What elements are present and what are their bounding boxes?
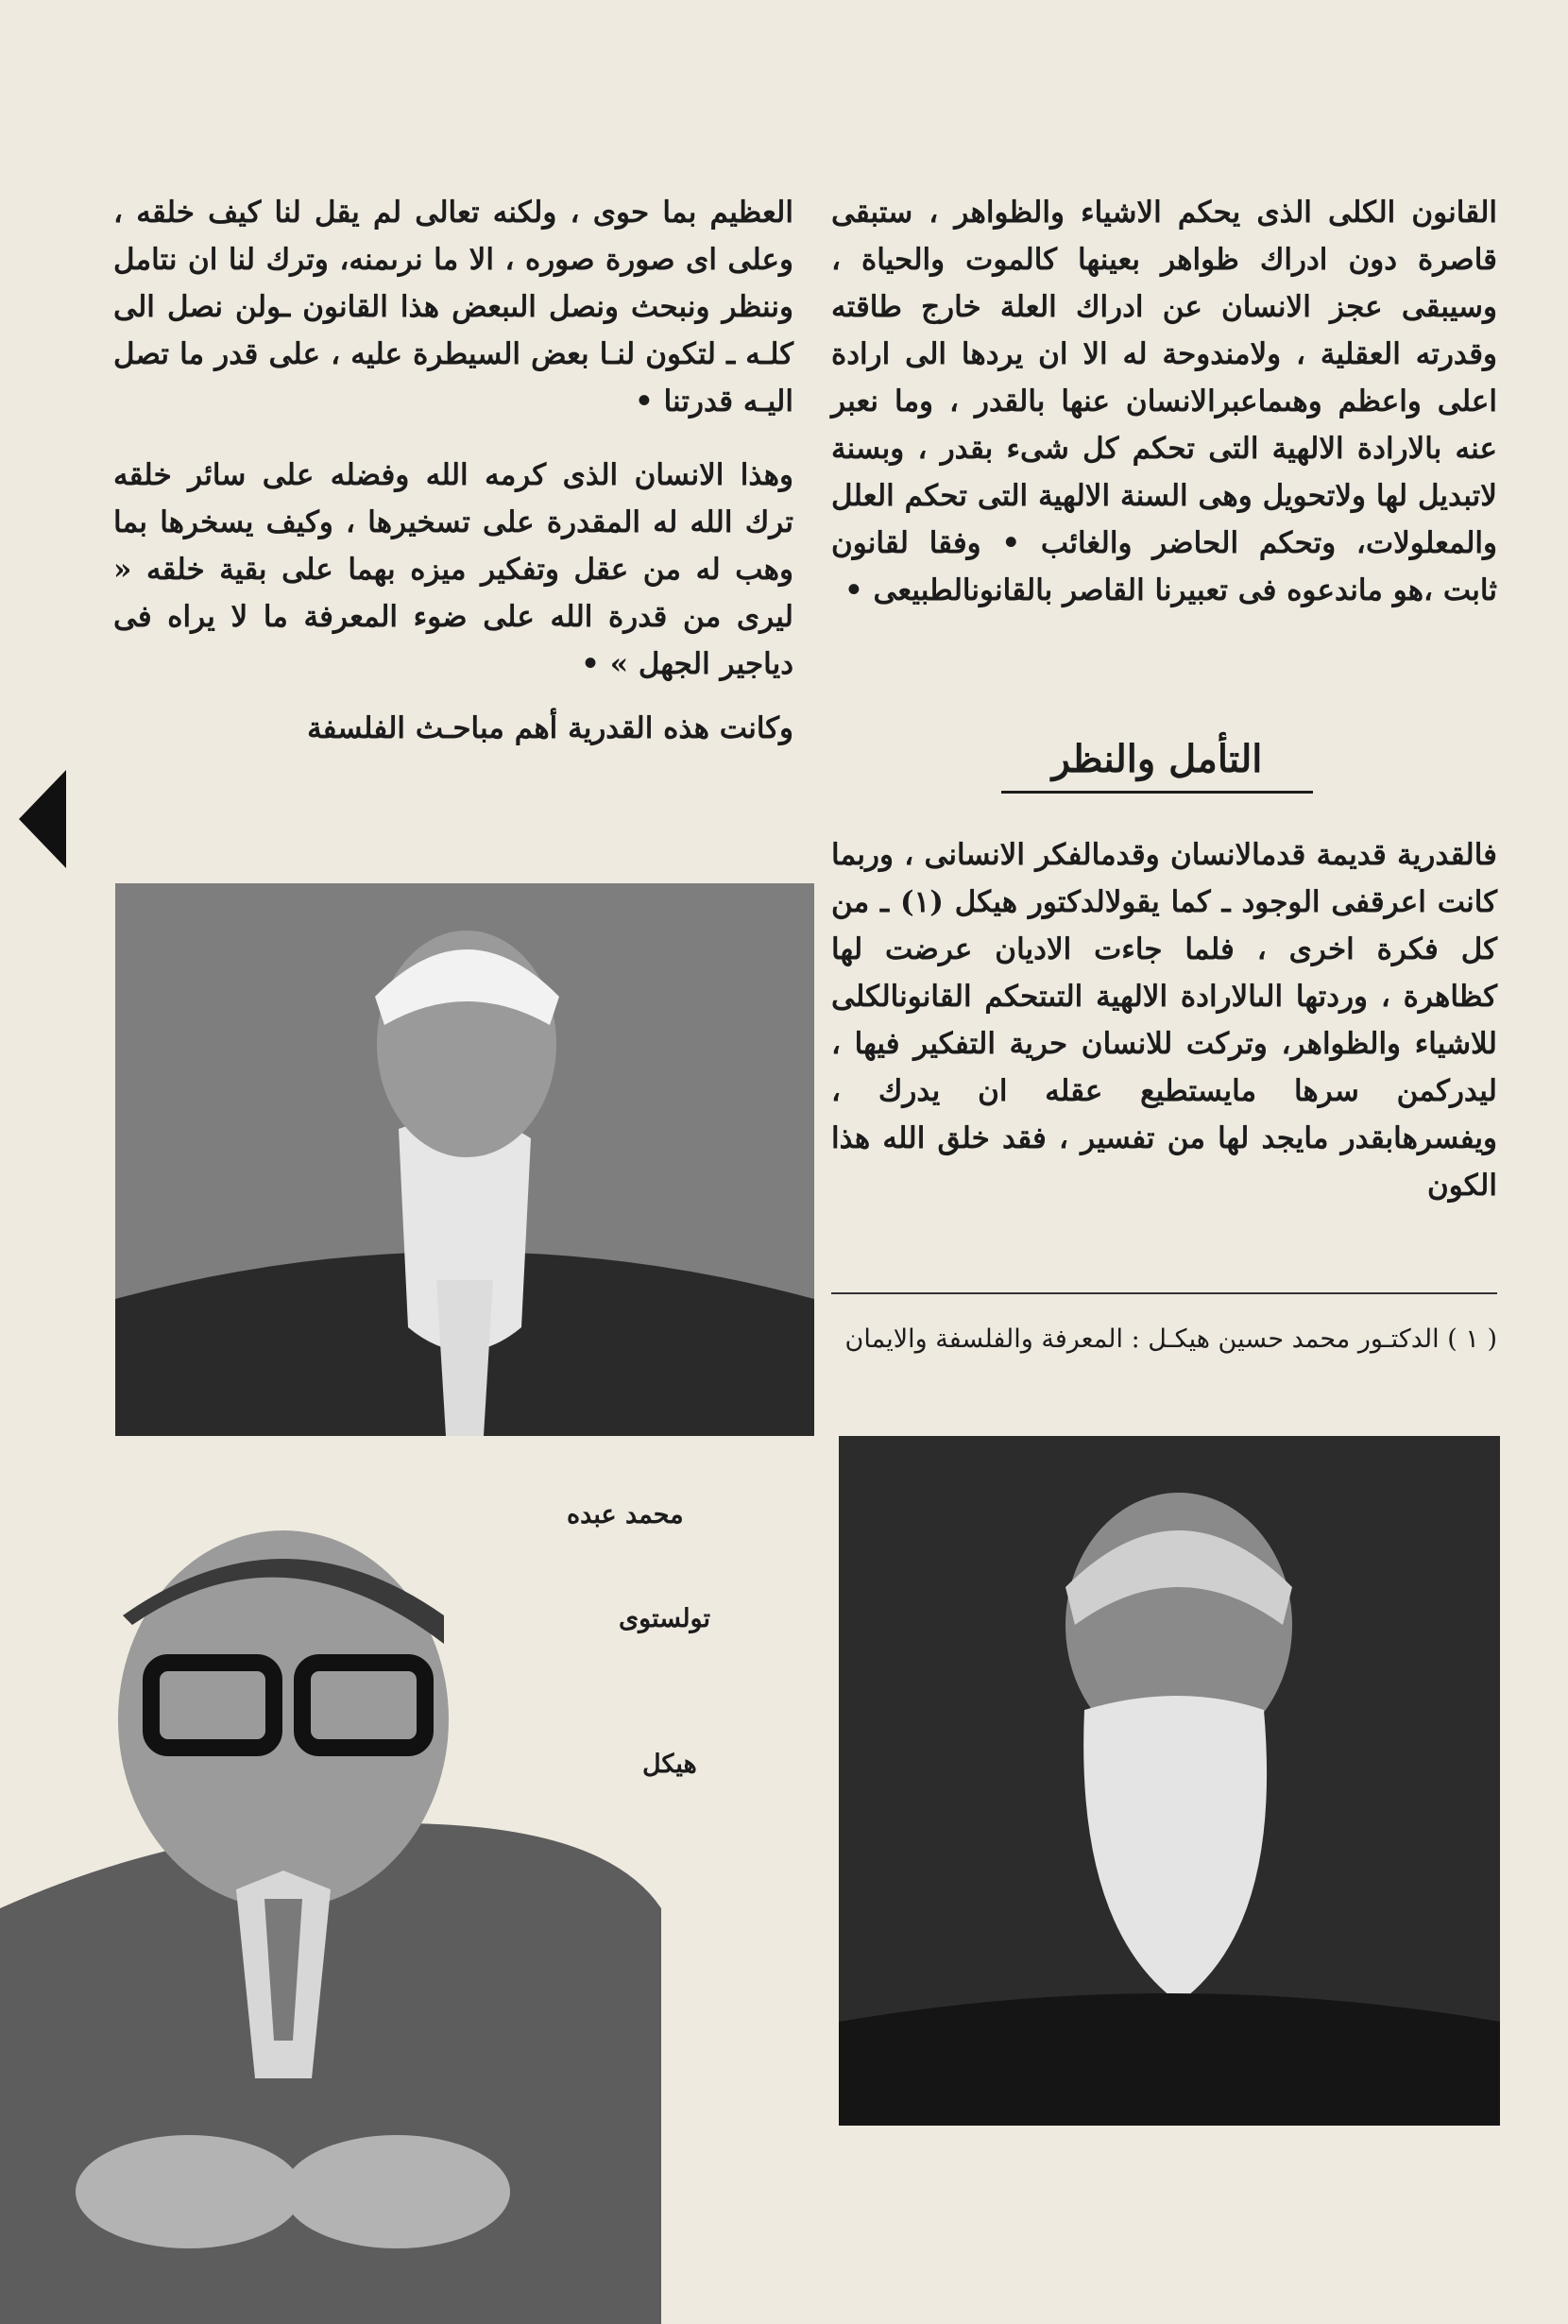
portrait-photo-abduh	[115, 883, 814, 1436]
caption-tolstoy: تولستوى	[619, 1604, 711, 1633]
article-paragraph: القانون الكلى الذى يحكم الاشياء والظواهر ، ستبقى قاصرة دون ادراك ظواهر بعينها كالموت والحياة ، وسيبقى عجز الانسان عن ادراك العلة خارج طاقته وقدرته العقلية ، ولامندوحة له الا ان يردها الى ارادة اعلى واعظم وهىماعبرالانسان عنها بالقدر ، وما نعبر عنه بالارادة الالهية التى تحكم كل شىء بقدر ، وبسنة لاتبديل لها ولاتحويل وهى السنة الالهية التى تحكم العلل والمعلولات، وتحكم الحاضر والغائب • وفقا لقانون ثابت ،هو ماندعوه فى تعبيرنا القاصر بالقانونالطبيعى •	[831, 196, 1497, 607]
caption-heikal: هيكل	[642, 1750, 697, 1779]
section-heading: التأمل والنظر	[1001, 737, 1313, 794]
article-column-left	[113, 189, 793, 752]
article-column-right-top	[831, 189, 1497, 614]
portrait-photo-heikal	[0, 1512, 784, 2324]
left-triangle-icon[interactable]	[19, 770, 66, 868]
article-paragraph: العظيم بما حوى ، ولكنه تعالى لم يقل لنا كيف خلقه ، وعلى اى صورة صوره ، الا ما نرىمنه، وترك لنا ان نتامل وننظر ونبحث ونصل الىبعض هذا القانون ـولن نصل الى كلـه ـ لتكون لنـا بعض السيطرة عليه ، على قدر ما تصل اليـه قدرتنا •	[113, 196, 793, 419]
article-paragraph: فالقدرية قديمة قدمالانسان وقدمالفكر الانسانى ، وربما كانت اعرقفى الوجود ـ كما يقولالدكتور هيكل (١) ـ من كل فكرة اخرى ، فلما جاءت الاديان عرضت لها كظاهرة ، وردتها الىالارادة الالهية التىتحكم القانونالكلى للاشياء والظواهر، وتركت للانسان حرية التفكير فيها ، ليدركمن سرها مايستطيع عقله ان يدرك ، ويفسرهابقدر مايجد لها من تفسير ، فقد خلق الله هذا الكون	[831, 838, 1497, 1203]
caption-abduh: محمد عبده	[567, 1500, 684, 1529]
footnote-divider	[831, 1292, 1497, 1294]
footnote: ( ١ ) الدكتـور محمد حسين هيكـل : المعرفة والفلسفة والايمان	[844, 1324, 1497, 1354]
article-column-right-bottom	[831, 831, 1497, 1209]
article-paragraph: وهذا الانسان الذى كرمه الله وفضله على سائر خلقه ترك الله له المقدرة على تسخيرها ، وكيف يسخرها بما وهب له من عقل وتفكير ميزه بهما على بقية خلقه « ليرى من قدرة الله على ضوء المعرفة ما لا يراه فى دياجير الجهل » •	[113, 458, 793, 681]
portrait-photo-tolstoy	[839, 1436, 1500, 2126]
article-paragraph: وكانت هذه القدرية أهم مباحـث الفلسفة	[307, 711, 793, 745]
